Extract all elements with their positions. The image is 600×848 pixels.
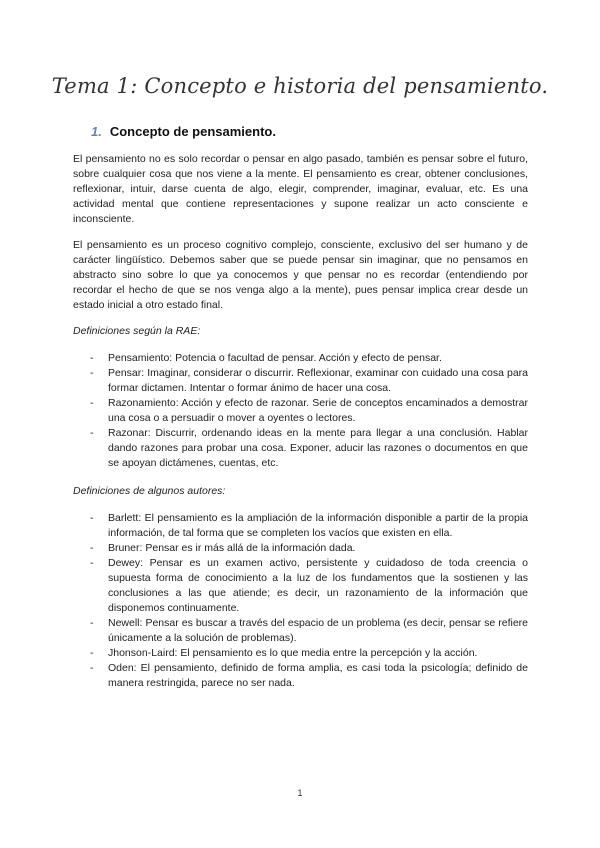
list-item [73,396,528,426]
list-item-text: Dewey: Pensar es un examen activo, persistente y cuidadoso de toda creencia o supuesta forma de conocimiento a la luz de los fundamentos que la sostienen y las conclusiones a las que atiende; es decir, un razonamiento de la información que disponemos continuamente. [108,557,528,614]
list-item-text: Jhonson-Laird: El pensamiento es lo que media entre la percepción y la acción. [108,647,478,659]
dash-bullet: - [90,367,94,379]
list-item [73,366,528,396]
paragraph-1: El pensamiento no es solo recordar o pensar en algo pasado, también es pensar sobre el futuro, sobre cualquier cosa que nos viene a la mente. El pensamiento es crear, obtener conclusiones, reflexionar, intuir, darse cuenta de algo, elegir, comprender, imaginar, evaluar, etc. Es una actividad mental que contiene representaciones y supone realizar un acto consciente e inconsciente. [73,153,528,225]
list-item [73,556,528,616]
section-heading-text: Concepto de pensamiento. [109,124,276,139]
dash-bullet: - [90,427,94,439]
dash-bullet: - [90,512,94,524]
page-number: 1 [297,788,303,798]
list-item-text: Barlett: El pensamiento es la ampliación de la información disponible a partir de la propia información, de tal forma que se completen los vacíos que existen en ella. [108,512,528,539]
dash-bullet: - [90,647,94,659]
rae-definitions-list [73,351,528,471]
dash-bullet: - [90,542,94,554]
author-definitions-heading: Definiciones de algunos autores: [73,485,226,497]
list-item-text: Bruner: Pensar es ir más allá de la información dada. [108,542,356,554]
rae-definitions-heading: Definiciones según la RAE: [73,325,201,337]
dash-bullet: - [90,352,94,364]
list-item-text: Oden: El pensamiento, definido de forma amplia, es casi toda la psicología; definido de manera restringida, parece no ser nada. [108,662,528,689]
dash-bullet: - [90,557,94,569]
dash-bullet: - [90,617,94,629]
list-item [73,646,528,661]
list-item [73,511,528,541]
paragraph-2: El pensamiento es un proceso cognitivo complejo, consciente, exclusivo del ser humano y de carácter lingüístico. Debemos saber que se puede pensar sin imaginar, que no pensamos en abstracto sino sobre lo que ya conocemos y que pensar no es recordar (entendiendo por recordar el hecho de que se nos venga algo a la mente), pues pensar implica crear desde un estado inicial a otro estado final. [73,239,528,311]
document-body [73,152,528,704]
list-item [73,426,528,471]
list-item-text: Pensar: Imaginar, considerar o discurrir. Reflexionar, examinar con cuidado una cosa para formar dictamen. Intentar o formar ánimo de hacer una cosa. [108,367,528,394]
list-item [73,661,528,691]
list-item-text: Razonamiento: Acción y efecto de razonar. Serie de conceptos encaminados a demostrar una cosa o a persuadir o mover a oyentes o lectores. [108,397,528,424]
list-item-text: Razonar: Discurrir, ordenando ideas en la mente para llegar a una conclusión. Hablar dando razones para probar una cosa. Exponer, aducir las razones o documentos en que se apoyan dictámenes, cuentas, etc. [108,427,528,469]
page-title: Tema 1: Concepto e historia del pensamiento. [51,74,549,98]
dash-bullet: - [90,662,94,674]
list-item-text: Pensamiento: Potencia o facultad de pensar. Acción y efecto de pensar. [108,352,442,364]
section-number: 1. [91,124,102,139]
list-item [73,616,528,646]
list-item [73,351,528,366]
dash-bullet: - [90,397,94,409]
list-item [73,541,528,556]
section-heading [91,124,276,139]
author-definitions-list [73,511,528,691]
list-item-text: Newell: Pensar es buscar a través del espacio de un problema (es decir, pensar se refiere únicamente a la solución de problemas). [108,617,528,644]
